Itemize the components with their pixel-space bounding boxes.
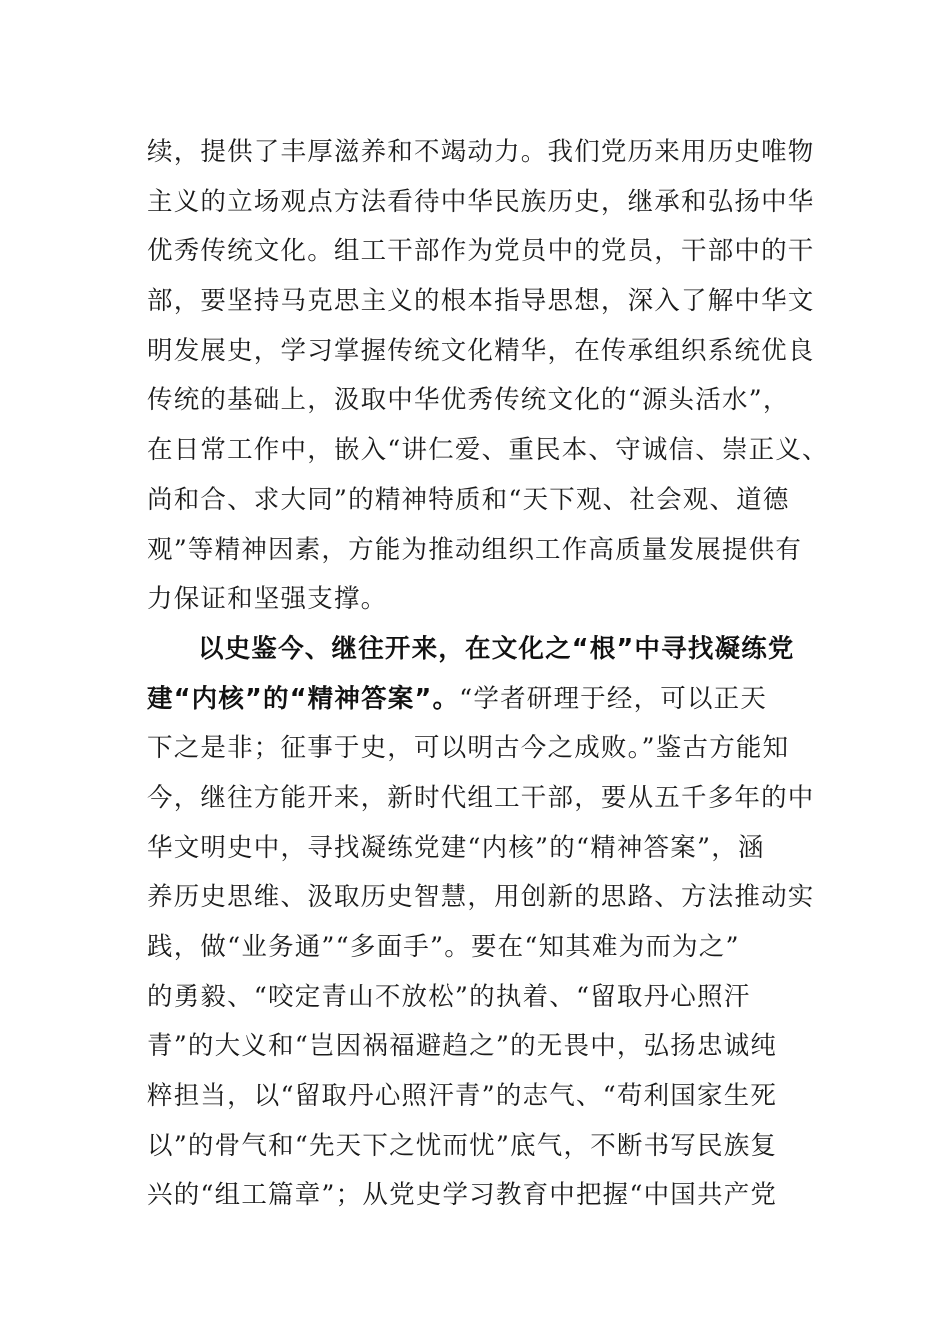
paragraph-line: 养历史思维、汲取历史智慧，用创新的思路、方法推动实: [147, 882, 815, 913]
paragraph-line: 部，要坚持马克思主义的根本指导思想，深入了解中华文: [147, 286, 815, 317]
paragraph-line: 传统的基础上，汲取中华优秀传统文化的“源头活水”，: [147, 385, 790, 416]
paragraph-line: 践，做“业务通”“多面手”。要在“知其难为而为之”: [147, 932, 740, 962]
paragraph-line: 下之是非；征事于史，可以明古今之成败。”鉴古方能知: [147, 733, 790, 764]
paragraph-line: 观”等精神因素，方能为推动组织工作高质量发展提供有: [147, 534, 803, 565]
paragraph-line: 华文明史中，寻找凝练党建“内核”的“精神答案”，涵: [147, 832, 765, 863]
paragraph-line: 力保证和坚强支撑。: [147, 584, 388, 615]
section-heading-continued: 建“内核”的“精神答案”。: [147, 683, 460, 714]
paragraph-line: 今，继往方能开来，新时代组工干部，要从五千多年的中: [147, 782, 815, 813]
paragraph-line: 青”的大义和“岂因祸福避趋之”的无畏中，弘扬忠诚纯: [147, 1031, 778, 1062]
paragraph-line: 以”的骨气和“先天下之忧而忧”底气，不断书写民族复: [147, 1130, 778, 1161]
paragraph-line: 续，提供了丰厚滋养和不竭动力。我们党历来用历史唯物: [147, 137, 815, 167]
paragraph-line: 优秀传统文化。组工干部作为党员中的党员，干部中的干: [147, 236, 815, 267]
paragraph-text: “学者研理于经，可以正天: [459, 683, 768, 714]
paragraph-line: 兴的“组工篇章”；从党史学习教育中把握“中国共产党: [147, 1180, 778, 1211]
paragraph-line: 的勇毅、“咬定青山不放松”的执着、“留取丹心照汗: [147, 981, 751, 1012]
section-heading-line: [147, 625, 807, 675]
paragraph-line: 明发展史，学习掌握传统文化精华，在传承组织系统优良: [147, 335, 815, 366]
section-heading: 以史鉴今、继往开来，在文化之“根”中寻找凝练党: [198, 633, 795, 664]
paragraph-line: [147, 675, 807, 725]
paragraph-line: 主义的立场观点方法看待中华民族历史，继承和弘扬中华: [147, 186, 815, 217]
paragraph-line: 在日常工作中，嵌入“讲仁爱、重民本、守诚信、崇正义、: [147, 435, 829, 466]
paragraph-line: 尚和合、求大同”的精神特质和“天下观、社会观、道德: [147, 484, 790, 515]
paragraph-line: 粹担当，以“留取丹心照汗青”的志气、“苟利国家生死: [147, 1081, 778, 1112]
document-body: [147, 128, 829, 1221]
